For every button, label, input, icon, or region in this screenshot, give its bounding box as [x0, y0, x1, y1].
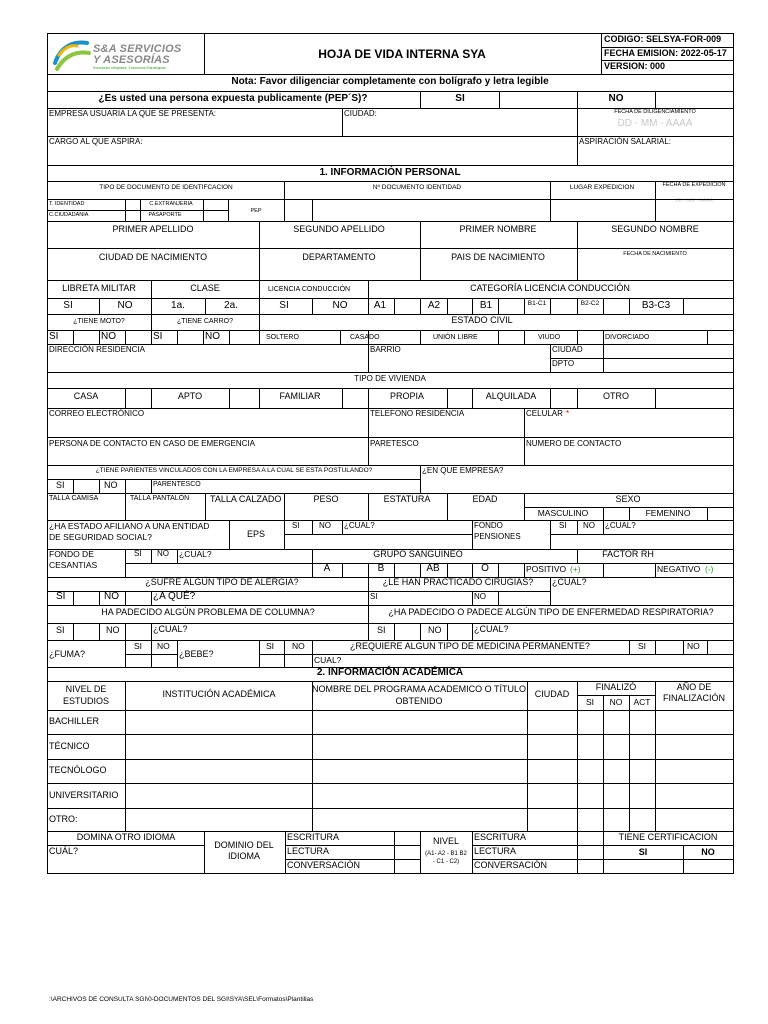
- estado-civil-opt-label: VIUDO: [538, 334, 561, 341]
- bebe-si-box[interactable]: [259, 654, 285, 668]
- columna-label: HA PADECIDO ALGÚN PROBLEMA DE COLUMNA?: [101, 607, 315, 617]
- finalizo-no-cell[interactable]: [603, 783, 630, 809]
- ciudad-cell[interactable]: [527, 783, 578, 809]
- aspiracion-label: ASPIRACIÓN SALARIAL:: [579, 137, 672, 146]
- grupo-opt-5[interactable]: [447, 563, 473, 578]
- fecha-exp-label: FECHA DE EXPEDICIÓN: [662, 182, 726, 188]
- empresa-label: EMPRESA USUARIA LA QUE SE PRESENTA:: [49, 109, 217, 118]
- libreta-opt-label: 1a.: [171, 300, 185, 311]
- finalizo-si-cell[interactable]: [577, 783, 604, 809]
- moto-carro-opt-label: NO: [101, 331, 116, 342]
- alergia-si-label: SI: [56, 591, 66, 602]
- ciudad-field[interactable]: [342, 108, 578, 137]
- dominio-line2: IDIOMA: [227, 851, 261, 861]
- tel-res-label: TELEFONO RESIDENCIA: [370, 409, 465, 418]
- categoria-opt-3[interactable]: [447, 298, 473, 315]
- parientes-no-label: NO: [104, 480, 118, 490]
- cirugias-no-label: NO: [474, 592, 486, 601]
- logo-line1: S&A SERVICIOS: [93, 43, 182, 55]
- medicina-si-label: SI: [638, 641, 647, 651]
- ces-si-label: SI: [134, 549, 142, 558]
- nivel-line2: ESTUDIOS: [62, 696, 110, 706]
- grupo-opt-label: B: [377, 563, 385, 574]
- parentesco-label: PARETESCO: [370, 439, 419, 448]
- skill-b-label: CONVERSACIÓN: [474, 860, 548, 870]
- ciudad-cell[interactable]: [527, 759, 578, 784]
- grupo-opt-3[interactable]: [394, 563, 421, 578]
- form-title: HOJA DE VIDA INTERNA SYA: [318, 47, 486, 61]
- vivienda-opt-7[interactable]: [447, 388, 473, 409]
- dpto-field[interactable]: [603, 358, 734, 373]
- nivel-idioma-label: NIVEL: [432, 836, 460, 846]
- talla-label-5: EDAD: [472, 494, 498, 504]
- positivo-sign: (+): [570, 564, 581, 574]
- logo-tagline: Soluciones Integrales, Soluciones Estratégicas: [93, 66, 166, 70]
- fondo-pens-line2: PENSIONES: [474, 532, 521, 541]
- vivienda-opt-3[interactable]: [229, 388, 260, 409]
- programa-line2: OBTENIDO: [395, 696, 443, 706]
- columna-si-box[interactable]: [73, 623, 100, 641]
- form-emission: FECHA EMISION: 2022-05-17: [604, 48, 727, 58]
- bebe-si-label: SI: [266, 641, 275, 651]
- bebe-no-label: NO: [292, 641, 305, 651]
- masculino-box[interactable]: [603, 507, 630, 521]
- cert-no-box[interactable]: [683, 859, 734, 874]
- grupo-opt-1[interactable]: [342, 563, 369, 578]
- vivienda-opt-1[interactable]: [125, 388, 152, 409]
- ce-label: C.EXTRANJERIA: [149, 201, 193, 207]
- medicina-no-label: NO: [687, 641, 700, 651]
- finalizo-act-cell[interactable]: [629, 710, 656, 735]
- fecha-exp-placeholder: DD - MM - AAAA: [675, 198, 713, 204]
- categoria-opt-label: A1: [373, 300, 387, 311]
- finalizo-act-cell[interactable]: [629, 808, 656, 832]
- pep-no-label: NO: [608, 93, 624, 104]
- talla-label-1: TALLA PANTALÓN: [130, 495, 190, 502]
- finalizo-si-cell[interactable]: [577, 808, 604, 832]
- dpto-label: DPTO: [552, 359, 575, 368]
- date-placeholder: DD - MM - AAAA: [617, 118, 693, 129]
- skill-a-label: LECTURA: [287, 846, 330, 856]
- skill-b-box-0[interactable]: [577, 831, 604, 846]
- skill-a-label: CONVERSACIÓN: [287, 860, 361, 870]
- resp-si-box[interactable]: [394, 623, 421, 641]
- medicina-no-box[interactable]: [707, 640, 734, 655]
- vivienda-opt-label: OTRO: [603, 391, 629, 401]
- pep-doc-box[interactable]: [284, 199, 313, 222]
- parentesco2-label: PARENTESCO: [153, 481, 201, 488]
- lugar-exp-label: LUGAR EXPEDICION: [569, 184, 635, 191]
- grupo-opt-7[interactable]: [498, 563, 525, 578]
- medicina-cual-field[interactable]: [312, 654, 734, 668]
- libreta-opt-label: NO: [332, 300, 348, 311]
- tipo-vivienda-label: TIPO DE VIVIENDA: [354, 374, 426, 383]
- anio-cell[interactable]: [655, 759, 734, 784]
- talla-label-2: TALLA CALZADO: [210, 494, 282, 504]
- moto-carro-opt-7[interactable]: [229, 330, 260, 345]
- idioma-cual-label: CUÁL?: [49, 846, 79, 856]
- tipo-doc-label: TIPO DE DOCUMENTO DE IDENTIFCACION: [99, 184, 233, 191]
- cirugias-si-label: SI: [370, 592, 378, 601]
- primer-apellido-label: PRIMER APELLIDO: [112, 224, 194, 234]
- moto-carro-opt-label: SI: [153, 331, 163, 342]
- estado-civil-label: ESTADO CIVIL: [451, 315, 513, 325]
- nivel-row-label: UNIVERSITARIO: [49, 789, 119, 800]
- pep-doc-label: PEP: [250, 208, 262, 214]
- estado-civil-opt-label: CASADO: [350, 334, 380, 341]
- categoria-opt-label: B1-C1: [527, 300, 547, 307]
- cargo-label: CARGO AL QUE ASPIRA:: [49, 137, 143, 146]
- ciudad-res-label: CIUDAD: [552, 345, 583, 354]
- cc-label: C.CIUDADANIA: [49, 212, 89, 218]
- anio-line2: FINALIZACIÓN: [662, 693, 726, 703]
- skill-b-label: ESCRITURA: [474, 832, 527, 842]
- fondo-ces-line2: CESANTIAS: [49, 560, 98, 570]
- femenino-box[interactable]: [707, 507, 734, 521]
- resp-no-label: NO: [428, 625, 442, 635]
- programa-cell[interactable]: [312, 808, 528, 832]
- alergia-label: ¿SUFRE ALGÚN TIPO DE ALERGIA?: [145, 577, 299, 587]
- categoria-opt-label: B1: [479, 300, 493, 311]
- skill-a-label: ESCRITURA: [287, 832, 340, 842]
- factor-rh-header: [577, 549, 734, 564]
- nivel-row-label: BACHILLER: [49, 716, 100, 726]
- skill-a-box-2[interactable]: [394, 859, 421, 874]
- moto-label: ¿TIENE MOTO?: [73, 318, 125, 325]
- talla-label-4: ESTATURA: [383, 494, 431, 504]
- vivienda-opt-label: FAMILIAR: [279, 391, 321, 401]
- finalizo-no-label: NO: [609, 697, 623, 707]
- cirugias-cual-label: ¿CUAL?: [552, 577, 587, 587]
- finalizo-no-cell[interactable]: [603, 710, 630, 735]
- cert-si-label: SI: [638, 847, 648, 857]
- cirugias-label: ¿LE HAN PRACTICADO CIRUGIAS?: [382, 577, 534, 587]
- institucion-label: INSTITUCIÓN ACADÉMICA: [162, 689, 276, 699]
- anio-line1: AÑO DE: [676, 682, 712, 692]
- section2-title: 2. INFORMACIÓN ACADÉMICA: [316, 667, 464, 678]
- bebe-no-box[interactable]: [284, 654, 313, 668]
- company-logo-icon: [51, 37, 91, 71]
- vivienda-opt-label: PROPIA: [389, 391, 425, 401]
- nivel-sub-line2: - C1 - C2): [432, 859, 460, 865]
- estado-civil-opt-8[interactable]: [707, 330, 734, 345]
- pens-si-label: SI: [559, 521, 567, 530]
- skill-b-label: LECTURA: [474, 846, 517, 856]
- categoria-opt-label: B2-C2: [580, 300, 600, 307]
- ces-no-label: NO: [157, 549, 169, 558]
- moto-carro-opt-label: NO: [205, 331, 220, 342]
- pep-question-label: ¿Es usted una persona expuesta publicamente (PEP´S)?: [98, 93, 368, 104]
- eps-label: EPS: [246, 529, 266, 539]
- ciudad-res-field[interactable]: [603, 344, 734, 359]
- carro-label: ¿TIENE CARRO?: [176, 318, 234, 325]
- parientes-si-label: SI: [56, 480, 65, 490]
- resp-no-box[interactable]: [447, 623, 473, 641]
- estado-civil-opt-label: DIVORCIADO: [605, 334, 650, 341]
- ciudad-acad-label: CIUDAD: [534, 689, 570, 699]
- ciudad-cell[interactable]: [527, 710, 578, 735]
- vivienda-opt-label: ALQUILADA: [485, 391, 537, 401]
- segundo-nombre-label: SEGUNDO NOMBRE: [611, 224, 699, 234]
- parientes-no-box[interactable]: [125, 479, 152, 494]
- grupo-sang-label: GRUPO SANGUINEO: [373, 549, 463, 559]
- fecha-dil-label: FECHA DE DILIGENCIAMIENTO: [614, 109, 696, 115]
- programa-cell[interactable]: [312, 783, 528, 809]
- pais-nac-label: PAIS DE NACIMIENTO: [451, 252, 545, 262]
- libreta-opt-label: SI: [279, 300, 289, 311]
- positivo-label: POSITIVO: [526, 564, 567, 574]
- cirugias-no-box[interactable]: [498, 591, 551, 606]
- vivienda-opt-11[interactable]: [655, 388, 734, 409]
- lugar-exp-value[interactable]: [550, 199, 656, 222]
- cert-no-label: NO: [701, 847, 715, 857]
- parientes-label: ¿TIENE PARIENTES VINCULADOS CON LA EMPRESA A LA CUAL SE ESTA POSTULANDO?: [95, 467, 373, 474]
- institucion-cell[interactable]: [125, 710, 313, 735]
- vivienda-opt-label: CASA: [73, 391, 99, 401]
- fecha-nac-label: FECHA DE NACIMIENTO: [623, 251, 687, 257]
- programa-line1: NOMBRE DEL PROGRAMA ACADEMICO O TÍTULO: [311, 684, 527, 694]
- eps-cual-label: ¿CUAL?: [344, 521, 375, 530]
- vivienda-opt-5[interactable]: [342, 388, 369, 409]
- vivienda-opt-9[interactable]: [550, 388, 578, 409]
- nivel-line1: NIVEL DE: [65, 684, 107, 694]
- nivel-row-label: TECNÓLOGO: [49, 765, 107, 775]
- note-text: Nota: Favor diligenciar completamente con bolígrafo y letra legible: [231, 76, 549, 87]
- femenino-label: FEMENINO: [645, 508, 691, 518]
- categoria-label: CATEGORÍA LICENCIA CONDUCCIÓN: [470, 283, 630, 293]
- pas-label: PASAPORTE: [148, 212, 182, 218]
- finalizo-si-cell[interactable]: [577, 734, 604, 760]
- finalizo-si-cell[interactable]: [577, 759, 604, 784]
- estado-civil-opt-label: SOLTERO: [266, 334, 299, 341]
- factor-rh-label: FACTOR RH: [602, 549, 654, 559]
- estado-civil-opt-4[interactable]: [498, 330, 525, 345]
- direccion-label: DIRECCIÓN RESIDENCIA: [49, 345, 146, 354]
- grupo-opt-label: A: [323, 563, 331, 574]
- programa-cell[interactable]: [312, 710, 528, 735]
- pep-si-box[interactable]: [499, 91, 578, 109]
- estado-civil-opt-label: UNIÓN LIBRE: [433, 334, 478, 341]
- fuma-no-box[interactable]: [151, 654, 178, 668]
- cirugias-si[interactable]: [368, 591, 473, 606]
- pens-cual-label: ¿CUAL?: [605, 521, 636, 530]
- finalizo-si-cell[interactable]: [577, 710, 604, 735]
- grupo-opt-label: AB: [426, 563, 440, 574]
- finalizo-act-cell[interactable]: [629, 759, 656, 784]
- finalizo-si-label: SI: [585, 697, 595, 707]
- pens-no-label: NO: [583, 521, 595, 530]
- ciudad-cell[interactable]: [527, 734, 578, 760]
- ti-label: T. IDENTIDAD: [49, 201, 85, 207]
- columna-cual-label: ¿CUAL?: [153, 624, 188, 634]
- num-doc-value[interactable]: [312, 199, 551, 222]
- finalizo-label: FINALIZÓ: [595, 682, 637, 692]
- fuma-si-label: SI: [134, 641, 143, 651]
- columna-no-box[interactable]: [125, 623, 152, 641]
- segundo-apellido-label: SEGUNDO APELLIDO: [293, 224, 385, 234]
- institucion-cell[interactable]: [125, 808, 313, 832]
- categoria-opt-9[interactable]: [603, 298, 630, 315]
- resp-cual-label: ¿CUAL?: [474, 624, 509, 634]
- anio-cell[interactable]: [655, 808, 734, 832]
- alergia-no-label: NO: [104, 591, 119, 602]
- num-doc-label: Nº DOCUMENTO IDENTIDAD: [372, 184, 462, 191]
- seg-social-line1: ¿HA ESTADO AFILIANO A UNA ENTIDAD: [49, 521, 210, 531]
- nivel-row-label: OTRO:: [49, 813, 78, 824]
- primer-nombre-label: PRIMER NOMBRE: [459, 224, 537, 234]
- cert-si-box[interactable]: [603, 859, 684, 874]
- skill-a-box-1[interactable]: [394, 845, 421, 860]
- licencia-label: LICENCIA CONDUCCIÓN: [268, 286, 351, 293]
- finalizo-no-cell[interactable]: [603, 759, 630, 784]
- celular-required-mark: *: [566, 409, 570, 418]
- moto-carro-opt-1[interactable]: [73, 330, 100, 345]
- categoria-opt-1[interactable]: [394, 298, 421, 315]
- fondo-ces-line1: FONDO DE: [49, 549, 94, 559]
- libreta-label: LIBRETA MILITAR: [62, 283, 136, 293]
- alergia-no-box[interactable]: [125, 591, 152, 606]
- libreta-opt-label: NO: [117, 300, 133, 311]
- institucion-cell[interactable]: [125, 734, 313, 760]
- skill-a-box-0[interactable]: [394, 831, 421, 846]
- alergia-si-box[interactable]: [73, 591, 100, 606]
- libreta-opt-label: SI: [63, 300, 73, 311]
- parientes-si-box[interactable]: [73, 479, 100, 494]
- contacto-label: PERSONA DE CONTACTO EN CASO DE EMERGENCIA: [49, 439, 255, 448]
- fuma-label: ¿FUMA?: [49, 649, 85, 659]
- institucion-cell[interactable]: [125, 783, 313, 809]
- ciudad-cell[interactable]: [527, 808, 578, 832]
- fecha-exp-value[interactable]: [655, 199, 734, 222]
- barrio-label: BARRIO: [370, 345, 401, 354]
- ciudad-label: CIUDAD:: [344, 109, 377, 118]
- columna-si-label: SI: [56, 625, 65, 635]
- eps-no-label: NO: [319, 521, 331, 530]
- moto-carro-opt-3[interactable]: [125, 330, 152, 345]
- nivel-sub-line1: (A1- A2 - B1 B2: [425, 851, 467, 857]
- fuma-no-label: NO: [157, 641, 170, 651]
- correo-label: CORREO ELECTRÓNICO: [49, 409, 145, 418]
- programa-cell[interactable]: [312, 734, 528, 760]
- finalizo-no-cell[interactable]: [603, 808, 630, 832]
- form-version: VERSION: 000: [604, 61, 666, 71]
- resp-cual-field[interactable]: [472, 623, 734, 641]
- moto-carro-opt-label: SI: [49, 331, 59, 342]
- ciudad-nac-label: CIUDAD DE NACIMIENTO: [98, 252, 208, 262]
- estado-civil-opt-6[interactable]: [577, 330, 604, 345]
- ces-name-field[interactable]: [125, 563, 313, 578]
- num-contacto-label: NUMERO DE CONTACTO: [526, 439, 622, 448]
- nivel-row-label: TÉCNICO: [49, 740, 90, 751]
- medicina-si-box[interactable]: [655, 640, 684, 655]
- departamento-label: DEPARTAMENTO: [302, 252, 376, 262]
- clase-label: CLASE: [190, 283, 220, 293]
- pep-si-label: SI: [455, 93, 465, 104]
- anio-cell[interactable]: [655, 710, 734, 735]
- columna-no-label: NO: [106, 625, 120, 635]
- finalizo-act-cell[interactable]: [629, 783, 656, 809]
- eps-si-label: SI: [292, 521, 300, 530]
- ces-cual-label: ¿CUAL?: [179, 549, 212, 559]
- a-que-label: ¿A QUÉ?: [153, 591, 196, 602]
- libreta-opt-0[interactable]: [47, 298, 100, 315]
- talla-label-3: PESO: [313, 494, 339, 504]
- talla-label-0: TALLA CAMISA: [49, 495, 99, 502]
- categoria-opt-11[interactable]: [683, 298, 734, 315]
- negativo-label: NEGATIVO: [657, 564, 701, 574]
- finalizo-act-label: ACT: [633, 697, 651, 707]
- respiratoria-label: ¿HA PADECIDO O PADECE ALGÚN TIPO DE ENFERMEDAD RESPIRATORIA?: [388, 607, 714, 617]
- categoria-opt-5[interactable]: [498, 298, 525, 315]
- en-que-empresa-label: ¿EN QUE EMPRESA?: [422, 466, 504, 475]
- footer-path: :\ARCHIVOS DE CONSULTA SGI\0-DOCUMENTOS DEL SGI\SYA\SEL\Formatos\Plantillas: [49, 996, 314, 1003]
- skill-b-box-1[interactable]: [577, 845, 604, 860]
- fuma-si-box[interactable]: [125, 654, 152, 668]
- programa-cell[interactable]: [312, 759, 528, 784]
- categoria-opt-label: B3-C3: [641, 300, 671, 311]
- sexo-label: SEXO: [615, 494, 641, 504]
- medicina-cual-label: CUAL?: [314, 655, 342, 665]
- pep-no-box[interactable]: [655, 91, 734, 109]
- libreta-opt-label: 2a.: [224, 300, 238, 311]
- institucion-cell[interactable]: [125, 759, 313, 784]
- dominio-line1: DOMINIO DEL: [214, 840, 274, 850]
- anio-cell[interactable]: [655, 783, 734, 809]
- medicina-label: ¿REQUIERE ALGUN TIPO DE MEDICINA PERMANENTE?: [350, 641, 590, 651]
- negativo-sign: (-): [705, 564, 714, 574]
- celular-label: CELULAR: [526, 409, 563, 418]
- anio-cell[interactable]: [655, 734, 734, 760]
- categoria-opt-7[interactable]: [550, 298, 578, 315]
- seg-social-line2: DE SEGURIDAD SOCIAL?: [49, 532, 152, 542]
- form-code: CODIGO: SELSYA-FOR-009: [604, 34, 722, 44]
- grupo-opt-label: O: [481, 563, 489, 574]
- moto-carro-opt-5[interactable]: [177, 330, 204, 345]
- idioma-label: DOMINA OTRO IDIOMA: [76, 832, 176, 842]
- fondo-pens-line1: FONDO: [474, 521, 503, 530]
- bebe-label: ¿BEBE?: [179, 649, 214, 659]
- finalizo-no-cell[interactable]: [603, 734, 630, 760]
- section1-title: 1. INFORMACIÓN PERSONAL: [319, 167, 461, 178]
- pens-name-field[interactable]: [550, 534, 734, 550]
- certificacion-label: TIENE CERTIFICACION: [618, 832, 718, 842]
- logo-line2: Y ASESORÍAS: [93, 54, 170, 66]
- skill-b-box-2[interactable]: [577, 859, 604, 874]
- eps-name-field[interactable]: [284, 534, 473, 550]
- masculino-label: MASCULINO: [537, 508, 589, 518]
- finalizo-act-cell[interactable]: [629, 734, 656, 760]
- categoria-opt-label: A2: [427, 300, 441, 311]
- positivo-box[interactable]: [603, 563, 656, 578]
- vivienda-opt-label: APTO: [177, 391, 203, 401]
- resp-si-label: SI: [377, 625, 386, 635]
